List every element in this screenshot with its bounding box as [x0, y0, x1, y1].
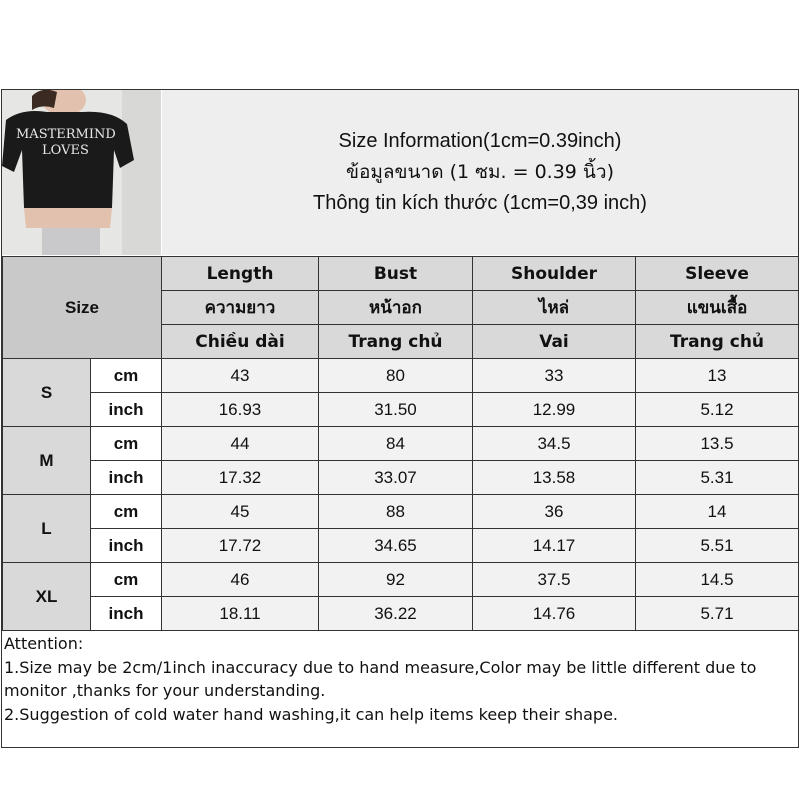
shirt-print-line2: LOVES	[42, 143, 89, 158]
column-header-bust-vietnamese: Trang chủ	[319, 325, 473, 359]
column-header-length-thai: ความยาว	[162, 291, 319, 325]
sleeve-value: 5.51	[636, 529, 799, 563]
column-header-length: Length	[162, 257, 319, 291]
column-header-bust: Bust	[319, 257, 473, 291]
sleeve-value: 14	[636, 495, 799, 529]
unit-cm: cm	[91, 359, 162, 393]
table-row	[3, 427, 799, 461]
length-value: 18.11	[162, 597, 319, 631]
length-value: 45	[162, 495, 319, 529]
bust-value: 88	[319, 495, 473, 529]
product-photo	[2, 90, 161, 255]
size-label-l: L	[3, 495, 91, 563]
column-header-shoulder-vietnamese: Vai	[473, 325, 636, 359]
length-value: 43	[162, 359, 319, 393]
table-row	[3, 563, 799, 597]
column-header-sleeve-vietnamese: Trang chủ	[636, 325, 799, 359]
unit-inch: inch	[91, 461, 162, 495]
header-line-thai: ข้อมูลขนาด (1 ซม. = 0.39 นิ้ว)	[345, 161, 614, 183]
table-row	[3, 597, 799, 631]
bust-value: 80	[319, 359, 473, 393]
column-header-length-vietnamese: Chiều dài	[162, 325, 319, 359]
unit-inch: inch	[91, 597, 162, 631]
sleeve-value: 13.5	[636, 427, 799, 461]
table-row	[3, 495, 799, 529]
bust-value: 92	[319, 563, 473, 597]
size-label-s: S	[3, 359, 91, 427]
sleeve-value: 5.12	[636, 393, 799, 427]
bust-value: 36.22	[319, 597, 473, 631]
size-label-xl: XL	[3, 563, 91, 631]
product-photo-illustration	[2, 90, 161, 255]
sleeve-value: 5.71	[636, 597, 799, 631]
shoulder-value: 36	[473, 495, 636, 529]
size-heading: Size	[3, 257, 162, 359]
table-row	[3, 359, 799, 393]
column-header-sleeve: Sleeve	[636, 257, 799, 291]
bust-value: 84	[319, 427, 473, 461]
attention-title: Attention:	[4, 634, 84, 653]
shoulder-value: 13.58	[473, 461, 636, 495]
length-value: 17.32	[162, 461, 319, 495]
length-value: 46	[162, 563, 319, 597]
sleeve-value: 13	[636, 359, 799, 393]
shoulder-value: 14.76	[473, 597, 636, 631]
unit-cm: cm	[91, 427, 162, 461]
sleeve-value: 14.5	[636, 563, 799, 597]
size-table	[2, 256, 799, 631]
shoulder-value: 33	[473, 359, 636, 393]
bust-value: 33.07	[319, 461, 473, 495]
unit-cm: cm	[91, 563, 162, 597]
size-label-m: M	[3, 427, 91, 495]
attention-note-2: 2.Suggestion of cold water hand washing,it can help items keep their shape.	[4, 704, 618, 724]
column-header-shoulder-thai: ไหล่	[473, 291, 636, 325]
column-header-shoulder: Shoulder	[473, 257, 636, 291]
shirt-print-line1: MASTERMIND	[16, 127, 116, 142]
column-header-sleeve-thai: แขนเสื้อ	[636, 291, 799, 325]
attention-note-1: 1.Size may be 2cm/1inch inaccuracy due to hand measure,Color may be little different due to monitor ,thanks for your understanding.	[4, 657, 757, 700]
table-row	[3, 461, 799, 495]
bust-value: 34.65	[319, 529, 473, 563]
length-value: 44	[162, 427, 319, 461]
shoulder-value: 12.99	[473, 393, 636, 427]
unit-inch: inch	[91, 529, 162, 563]
length-value: 17.72	[162, 529, 319, 563]
table-row	[3, 393, 799, 427]
unit-cm: cm	[91, 495, 162, 529]
shoulder-value: 14.17	[473, 529, 636, 563]
shoulder-value: 34.5	[473, 427, 636, 461]
header-line-vietnamese: Thông tin kích thước (1cm=0,39 inch)	[313, 192, 647, 214]
header-row-english	[3, 257, 799, 291]
shoulder-value: 37.5	[473, 563, 636, 597]
size-information-header	[162, 90, 798, 255]
bust-value: 31.50	[319, 393, 473, 427]
table-row	[3, 529, 799, 563]
length-value: 16.93	[162, 393, 319, 427]
header-line-english: Size Information(1cm=0.39inch)	[338, 130, 622, 152]
unit-inch: inch	[91, 393, 162, 427]
column-header-bust-thai: หน้าอก	[319, 291, 473, 325]
sleeve-value: 5.31	[636, 461, 799, 495]
attention-notes	[4, 632, 794, 726]
